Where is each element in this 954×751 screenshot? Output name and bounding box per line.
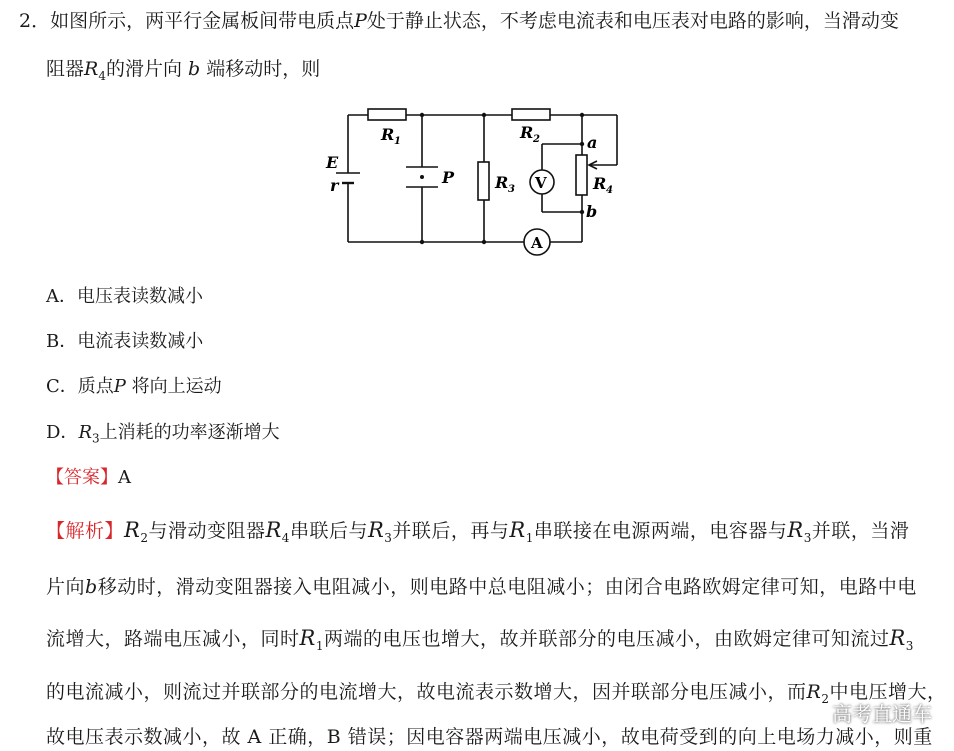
label-r: r [330, 176, 339, 195]
label-r4-sub: 4 [606, 185, 613, 196]
option-b [46, 327, 203, 353]
sym-r3c: R [889, 626, 906, 650]
analysis-text-5: 故电压表示数减小，故 A 正确，B 错误；因电容器两端电压减小，故电荷受到的向上电场力减小，则重 [46, 726, 933, 748]
analysis-label: 【解析】 [46, 520, 125, 542]
analysis-text-2a: 片向 [46, 576, 86, 598]
symbol-b: b [188, 58, 201, 80]
analysis-line-3 [46, 624, 914, 653]
analysis-line-2 [46, 572, 917, 599]
option-d [46, 418, 280, 446]
analysis-text-1h: 串联接在电源两端，电容器与 [533, 520, 788, 542]
label-r1-sub: 1 [394, 136, 401, 147]
analysis-line-5 [46, 722, 933, 749]
sym-r1-sub: 1 [525, 530, 534, 545]
analysis-text-1b: 与滑动变阻器 [148, 520, 266, 542]
option-b-letter: B． [46, 331, 78, 352]
analysis-text-1f: 并联后，再与 [392, 520, 510, 542]
option-d-text: 上消耗的功率逐渐增大 [99, 422, 280, 443]
option-d-sub: 3 [92, 431, 100, 446]
sym-r4: R [265, 518, 282, 542]
analysis-text-2c: 移动时，滑动变阻器接入电阻减小，则电路中总电阻减小；由闭合电路欧姆定律可知，电路中电 [97, 576, 917, 598]
label-e: E [326, 153, 339, 172]
resistor-r4 [576, 155, 587, 195]
option-c-text: 将向上运动 [131, 376, 222, 397]
option-a [46, 282, 203, 308]
option-c [46, 372, 222, 398]
sym-r1b: R [299, 626, 316, 650]
watermark: 高考直通车 [832, 702, 932, 726]
question-number: 2． [19, 10, 51, 32]
label-r3: R [495, 173, 509, 192]
label-r2: R [520, 123, 534, 142]
option-d-letter: D． [46, 422, 79, 443]
option-c-pre: 质点 [77, 376, 114, 397]
answer-label: 【答案】 [46, 467, 118, 488]
question-line-2 [46, 54, 320, 83]
label-r2-sub: 2 [533, 134, 540, 145]
sym-r2b-sub: 2 [821, 691, 830, 706]
analysis-text-4a: 的电流减小，则流过并联部分的电流增大，故电流表示数增大，因并联部分电压减小，而 [46, 681, 807, 703]
label-p: P [442, 168, 455, 187]
label-r3-sub: 3 [508, 184, 515, 195]
option-a-letter: A． [46, 286, 77, 307]
sym-r3: R [367, 518, 385, 542]
analysis-line-1 [46, 516, 909, 545]
voltmeter-label: V [535, 174, 547, 192]
label-r4: R [593, 174, 607, 193]
label-a-terminal: a [587, 133, 598, 152]
sym-r2: R [124, 518, 141, 542]
question-text-2c: 端移动时，则 [206, 58, 321, 80]
circuit-diagram [320, 100, 630, 260]
option-a-text: 电压表读数减小 [77, 286, 203, 307]
symbol-p: P [354, 10, 367, 32]
label-b-terminal: b [586, 202, 598, 221]
analysis-text-3c: 两端的电压也增大，故并联部分的电压减小，由欧姆定律可知流过 [323, 628, 890, 650]
analysis-text-4c: 中电压增大， [829, 681, 947, 703]
sym-r1b-sub: 1 [315, 638, 324, 653]
resistor-r2 [512, 109, 550, 120]
sym-r3-sub: 3 [384, 530, 393, 545]
symbol-r4-sub: 4 [98, 68, 106, 83]
label-r1: R [381, 125, 395, 144]
sym-r3c-sub: 3 [905, 638, 914, 653]
option-d-symbol: R [78, 422, 92, 443]
answer-value: A [118, 467, 131, 488]
analysis-text-1d: 串联后与 [289, 520, 368, 542]
option-b-text: 电流表读数减小 [77, 331, 204, 352]
question-line-1 [19, 6, 899, 33]
option-c-letter: C． [46, 376, 78, 397]
sym-r4-sub: 4 [281, 530, 290, 545]
resistor-r1 [368, 109, 406, 120]
sym-r2b: R [806, 681, 822, 703]
sym-r3b: R [787, 518, 804, 542]
analysis-line-4 [46, 677, 946, 706]
answer-line [46, 463, 131, 489]
analysis-text-1j: 并联，当滑 [811, 520, 910, 542]
resistor-r3 [478, 162, 489, 200]
particle-p-dot [420, 175, 424, 179]
question-text-1b: 处于静止状态，不考虑电流表和电压表对电路的影响，当滑动变 [366, 10, 899, 32]
sym-b: b [85, 576, 98, 598]
question-text-1: 如图所示，两平行金属板间带电质点 [50, 10, 355, 32]
sym-r1: R [509, 518, 526, 542]
ammeter-label: A [531, 234, 543, 252]
question-text-2a: 阻器 [46, 58, 85, 80]
question-text-2b: 的滑片向 [105, 58, 182, 80]
option-c-symbol: P [113, 376, 126, 397]
analysis-text-3a: 流增大，路端电压减小，同时 [46, 628, 300, 650]
sym-r3b-sub: 3 [803, 530, 812, 545]
sym-r2-sub: 2 [140, 530, 149, 545]
symbol-r4: R [84, 58, 99, 80]
